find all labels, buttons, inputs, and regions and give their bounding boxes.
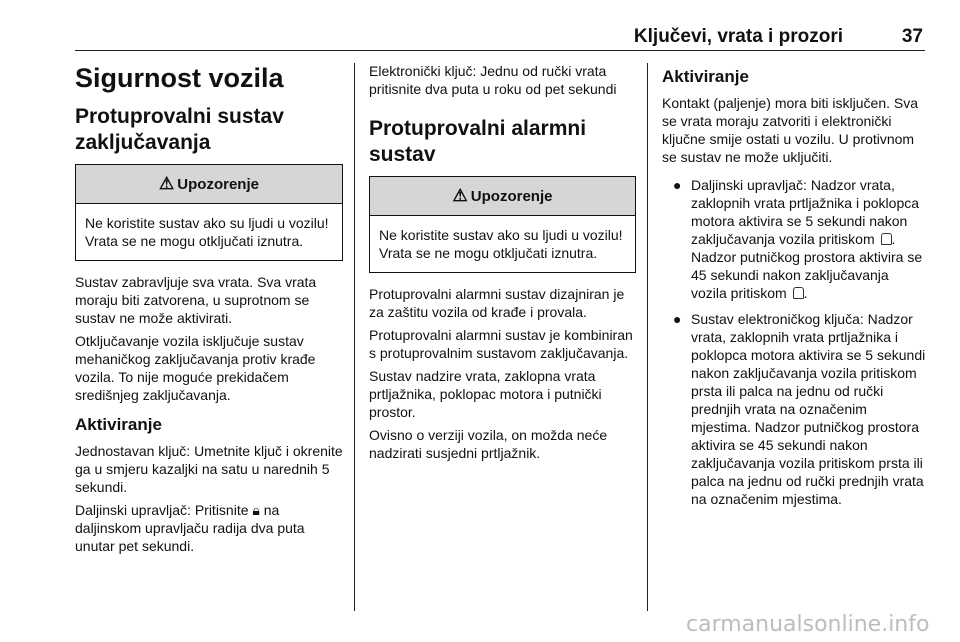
bullet: ● xyxy=(673,177,682,193)
subsection-title: Protuprovalni sustav zaključavanja xyxy=(75,105,284,154)
paragraph: Protuprovalni alarmni sustav dizajniran je za zaštitu vozila od krađe i provala. xyxy=(369,286,625,320)
paragraph: Sustav nadzire vrata, zaklopna vrata prtljažnika, poklopac motora i putnički prostor. xyxy=(369,368,602,420)
warning-header xyxy=(76,165,342,204)
subsection-title: Protuprovalni alarmni sustav xyxy=(369,117,587,166)
warning-triangle-icon: ⚠ xyxy=(159,174,175,193)
column-divider xyxy=(647,63,648,611)
lock-icon: 🔒︎ xyxy=(252,502,260,518)
text-span: Sustav elektroničkog ključa: Nadzor vrata, zaklopnih vrata prtljažnika i poklopca motora aktivira se 5 sekundi nakon zaključavanja vozila pritiskom prsta ili palca na jednu od ručki prednjih vrata na označenim mjestima. Nadzor putničkog prostora aktivira se 45 sekundi nakon zaključavanja vozila pritiskom prsta ili palca na jednu od ručki prednjih vrata na označenim mjestima. xyxy=(691,311,926,507)
heading-aktiviranje: Aktiviranje xyxy=(75,415,162,434)
warning-box xyxy=(369,176,636,273)
warning-text: Ne koristite sustav ako su ljudi u vozilu! Vrata se ne mogu otključati iznutra. xyxy=(85,215,329,249)
paragraph: Protuprovalni alarmni sustav je kombiniran s protuprovalnim sustavom zaključavanja. xyxy=(369,327,633,361)
page-number: 37 xyxy=(901,26,923,47)
warning-title: Upozorenje xyxy=(177,175,259,193)
text-span: Daljinski upravljač: Nadzor vrata, zaklopnih vrata prtljažnika i poklopca motora aktivira se 5 sekundi nakon zaključavanja vozila pritiskom xyxy=(691,177,920,247)
warning-box xyxy=(75,164,343,261)
column-1 xyxy=(75,62,343,560)
paragraph: Sustav zabravljuje sva vrata. Sva vrata moraju biti zatvorena, u suprotnom se sustav ne može aktivirati. xyxy=(75,274,317,326)
column-3 xyxy=(662,62,928,516)
warning-title: Upozorenje xyxy=(470,187,553,205)
column-2 xyxy=(369,62,636,467)
text-span: Daljinski upravljač: Pritisnite xyxy=(75,502,249,518)
warning-header xyxy=(370,177,635,216)
text-span: . xyxy=(803,285,808,301)
remote-button-icon xyxy=(793,287,804,299)
warning-text: Ne koristite sustav ako su ljudi u vozilu! Vrata se ne mogu otključati iznutra. xyxy=(379,227,623,261)
watermark: carmanualsonline.info xyxy=(686,612,930,637)
heading-aktiviranje: Aktiviranje xyxy=(662,67,749,86)
paragraph: Elektronički ključ: Jednu od ručki vrata pritisnite dva puta u roku od pet sekundi xyxy=(369,63,617,97)
list-item xyxy=(662,310,928,508)
paragraph: Kontakt (paljenje) mora biti isključen. Sva se vrata moraju zatvoriti i elektronički ključne smije ostati u vozilu. U protivnom se sustav ne može uključiti. xyxy=(662,95,919,165)
paragraph xyxy=(75,501,343,555)
section-title: Sigurnost vozila xyxy=(75,63,284,93)
page-header xyxy=(75,26,925,51)
column-divider xyxy=(354,63,355,611)
paragraph: Ovisno o verziji vozila, on možda neće nadzirati susjedni prtljažnik. xyxy=(369,427,608,461)
warning-triangle-icon: ⚠ xyxy=(452,186,468,205)
paragraph: Otključavanje vozila isključuje sustav mehaničkog zaključavanja protiv krađe vozila. To nije moguće prekidačem središnjeg zaključavanja. xyxy=(75,333,316,403)
text-span: . Nadzor putničkog prostora aktivira se 45 sekundi nakon zaključavanja vozila pritiskom xyxy=(691,231,923,301)
text-span: na daljinskom upravljaču radija dva puta unutar pet sekundi. xyxy=(75,502,305,554)
list-item xyxy=(662,176,928,302)
header-title: Ključevi, vrata i prozori xyxy=(633,26,843,47)
bullet-list xyxy=(662,176,928,508)
paragraph: Jednostavan ključ: Umetnite ključ i okrenite ga u smjeru kazaljki na satu u narednih 5 sekundi. xyxy=(75,443,343,495)
bullet: ● xyxy=(673,311,682,327)
remote-button-icon xyxy=(881,233,892,245)
